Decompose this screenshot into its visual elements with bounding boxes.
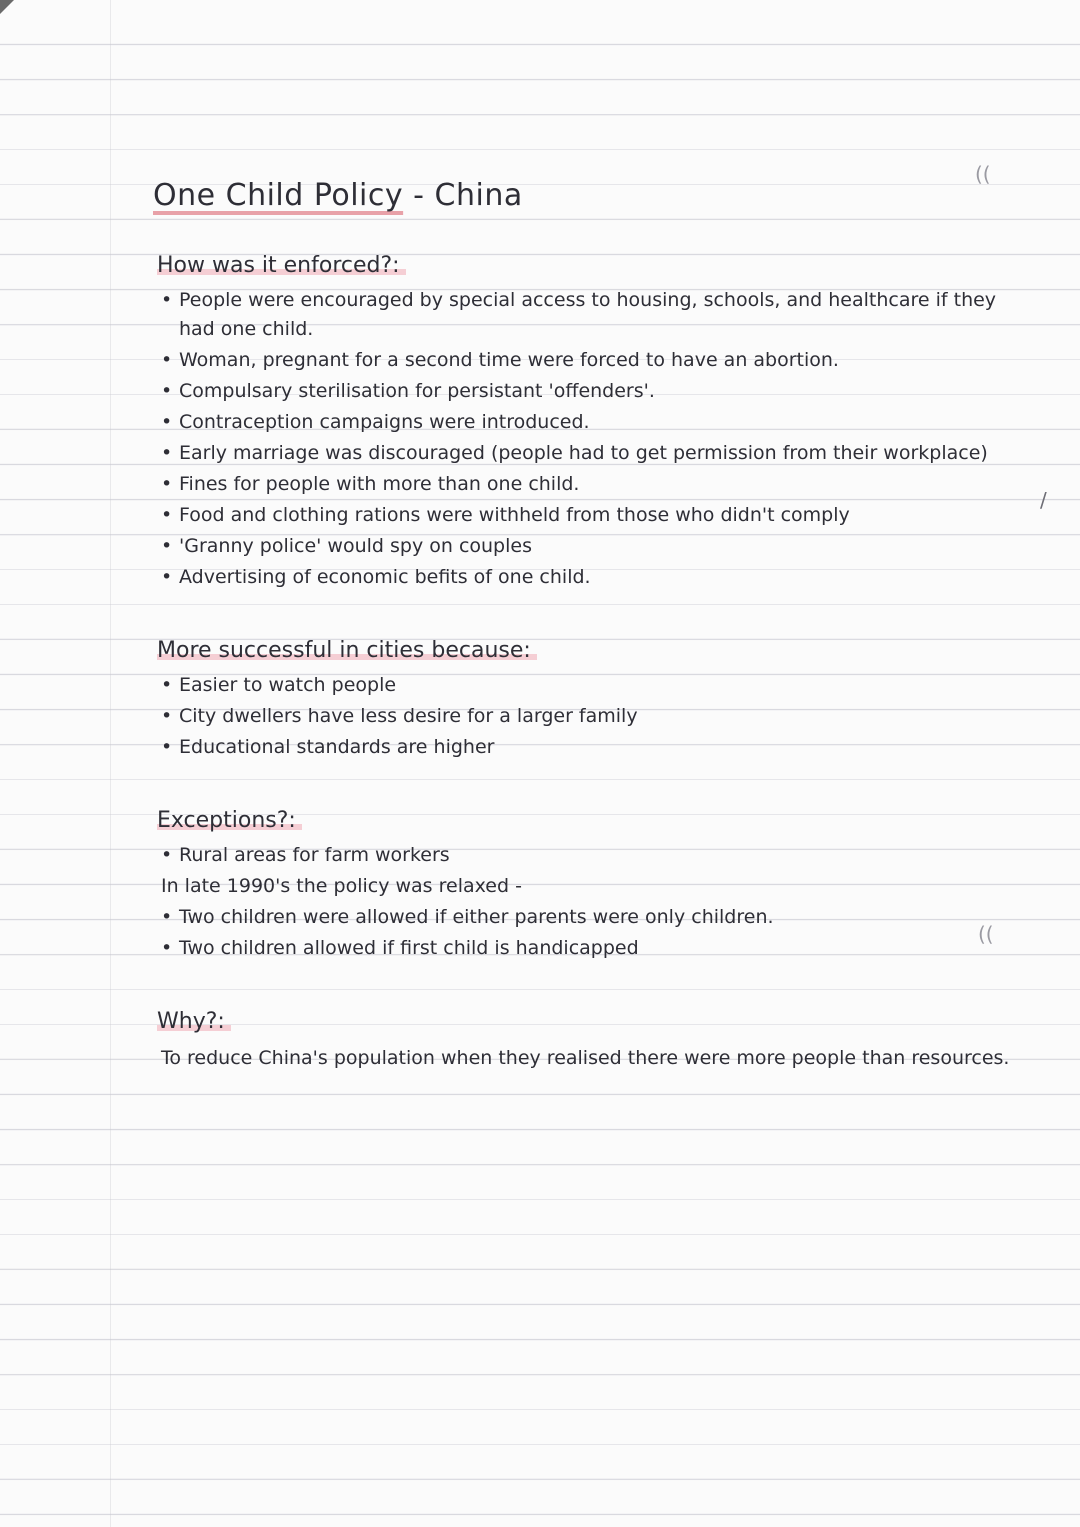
title-suffix: - China <box>403 178 523 213</box>
list-item: • City dwellers have less desire for a larger family <box>157 702 1025 731</box>
page-title <box>153 178 1025 213</box>
why-text: To reduce China's population when they realised there were more people than resources. <box>161 1047 1010 1069</box>
section-heading: Why?: <box>157 1009 231 1034</box>
section-heading: More successful in cities because: <box>157 638 537 663</box>
exceptions-list <box>145 841 1025 870</box>
section-why <box>145 1009 1025 1073</box>
margin-mark: (( <box>975 162 991 186</box>
list-item: • Easier to watch people <box>157 671 1025 700</box>
list-item: • Two children allowed if first child is handicapped <box>157 934 1025 963</box>
list-item: • Contraception campaigns were introduced. <box>157 408 1025 437</box>
list-item: • Early marriage was discouraged (people had to get permission from their workplace) <box>157 439 1025 468</box>
list-item: • Educational standards are higher <box>157 733 1025 762</box>
section-exceptions <box>145 808 1025 963</box>
cities-list <box>145 671 1025 762</box>
section-cities <box>145 638 1025 762</box>
list-item: • People were encouraged by special access to housing, schools, and healthcare if they had one child. <box>157 286 1025 344</box>
list-item: • Advertising of economic befits of one child. <box>157 563 1025 592</box>
page-margin-line <box>110 0 111 1527</box>
section-heading: How was it enforced?: <box>157 253 406 278</box>
margin-tick: / <box>1040 488 1047 512</box>
list-item: • Woman, pregnant for a second time were forced to have an abortion. <box>157 346 1025 375</box>
list-item: • Food and clothing rations were withheld from those who didn't comply <box>157 501 1025 530</box>
page-corner <box>0 0 14 14</box>
section-heading: Exceptions?: <box>157 808 302 833</box>
list-item: • Compulsary sterilisation for persistant 'offenders'. <box>157 377 1025 406</box>
exceptions-list-2 <box>145 903 1025 963</box>
enforcement-list <box>145 286 1025 592</box>
exceptions-note: In late 1990's the policy was relaxed - <box>161 875 522 897</box>
list-item: • Rural areas for farm workers <box>157 841 1025 870</box>
section-enforcement <box>145 253 1025 592</box>
list-item: • Two children were allowed if either parents were only children. <box>157 903 1025 932</box>
list-item: • Fines for people with more than one child. <box>157 470 1025 499</box>
margin-mark: (( <box>978 922 994 946</box>
title-main: One Child Policy <box>153 178 404 213</box>
notes-content <box>145 178 1025 1119</box>
list-item: • 'Granny police' would spy on couples <box>157 532 1025 561</box>
